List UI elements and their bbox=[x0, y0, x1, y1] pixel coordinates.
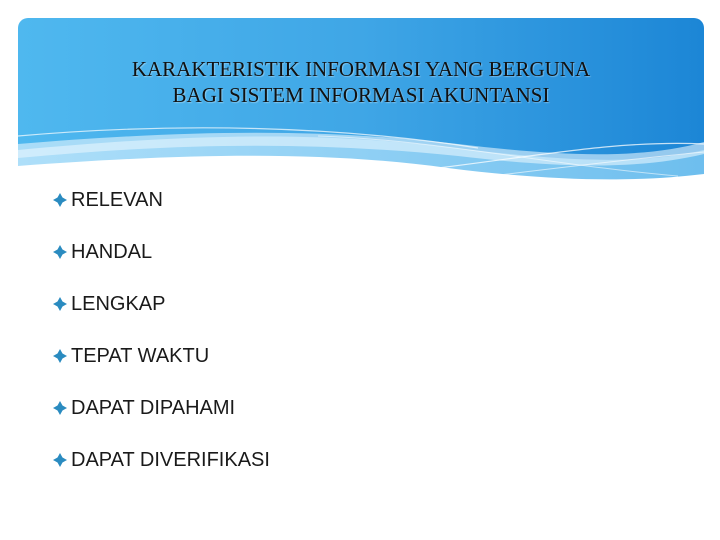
bullet-item bbox=[52, 434, 270, 486]
bullet-text: LENGKAP bbox=[71, 292, 166, 315]
bullet-item bbox=[52, 278, 270, 330]
bullet-item bbox=[52, 330, 270, 382]
bullet-list bbox=[52, 174, 270, 486]
title-banner bbox=[18, 18, 704, 198]
bullet-item bbox=[52, 226, 270, 278]
diamond-flower-bullet-icon bbox=[52, 244, 68, 260]
bullet-text: HANDAL bbox=[71, 240, 153, 263]
title-line-1: KARAKTERISTIK INFORMASI YANG BERGUNA bbox=[131, 57, 591, 81]
diamond-flower-bullet-icon bbox=[52, 296, 68, 312]
bullet-text: RELEVAN bbox=[71, 188, 163, 211]
title-line-2: BAGI SISTEM INFORMASI AKUNTANSI bbox=[172, 83, 550, 107]
diamond-flower-bullet-icon bbox=[52, 400, 68, 416]
diamond-flower-bullet-icon bbox=[52, 452, 68, 468]
bullet-text: DAPAT DIVERIFIKASI bbox=[71, 448, 270, 471]
diamond-flower-bullet-icon bbox=[52, 348, 68, 364]
bullet-text: TEPAT WAKTU bbox=[71, 344, 210, 367]
bullet-text: DAPAT DIPAHAMI bbox=[71, 396, 236, 419]
banner-background bbox=[18, 18, 704, 198]
bullet-item bbox=[52, 174, 270, 226]
bullet-item bbox=[52, 382, 270, 434]
slide-title bbox=[18, 56, 704, 108]
diamond-flower-bullet-icon bbox=[52, 192, 68, 208]
